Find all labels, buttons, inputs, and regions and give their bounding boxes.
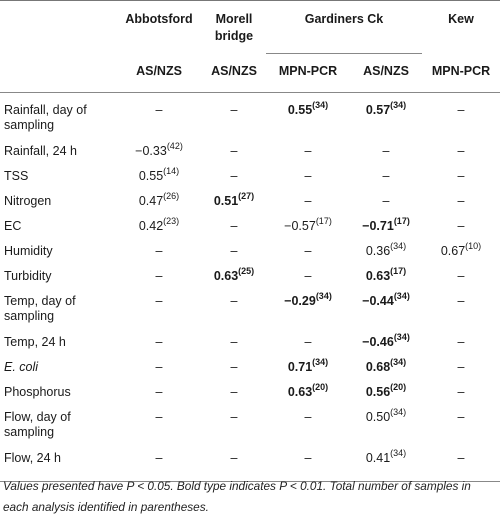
cell-value: – xyxy=(457,335,465,349)
cell-value: – xyxy=(230,360,238,374)
row-label: Temp, 24 h xyxy=(4,335,66,349)
table-cell xyxy=(116,241,202,266)
sample-count: (17) xyxy=(393,215,410,226)
cell-value: – xyxy=(155,335,163,349)
table-cell xyxy=(116,141,202,166)
table-cell xyxy=(350,382,422,407)
sample-count: (34) xyxy=(390,99,407,110)
cell-value: – xyxy=(304,451,312,465)
table-cell xyxy=(350,241,422,266)
row-label: Nitrogen xyxy=(4,194,52,208)
row-label: Phosphorus xyxy=(4,385,71,399)
cell-value: 0.63 xyxy=(287,385,313,399)
cell-value: – xyxy=(457,410,465,424)
table-cell xyxy=(202,216,266,241)
cell-value: – xyxy=(155,385,163,399)
cell-value: – xyxy=(457,144,465,158)
row-label: EC xyxy=(4,219,22,233)
table-cell xyxy=(202,191,266,216)
cell-value: – xyxy=(155,244,163,258)
row-label: Rainfall, 24 h xyxy=(4,144,77,158)
table-cell xyxy=(266,291,350,332)
cell-value: – xyxy=(304,335,312,349)
table-cell xyxy=(266,266,350,291)
table-cell xyxy=(266,332,350,357)
table-header xyxy=(0,1,500,93)
table-cell xyxy=(422,332,500,357)
table-cell xyxy=(350,93,422,142)
table-cell xyxy=(116,93,202,142)
header-site-abbotsford: Abbotsford xyxy=(116,1,202,54)
cell-value: – xyxy=(155,360,163,374)
cell-value: – xyxy=(155,294,163,308)
table-cell xyxy=(422,141,500,166)
table-body xyxy=(0,93,500,482)
table-row xyxy=(0,266,500,291)
row-label: E. coli xyxy=(4,360,39,374)
row-label: TSS xyxy=(4,169,29,183)
table-cell xyxy=(350,216,422,241)
table-cell xyxy=(116,357,202,382)
cell-value: – xyxy=(230,294,238,308)
table-cell xyxy=(202,141,266,166)
header-method: AS/NZS xyxy=(116,54,202,93)
row-label: Rainfall, day of sampling xyxy=(4,103,87,132)
table-cell xyxy=(202,291,266,332)
sample-count: (34) xyxy=(312,99,329,110)
sample-count: (23) xyxy=(163,215,180,226)
table-cell xyxy=(422,357,500,382)
cell-value: – xyxy=(155,269,163,283)
cell-value: – xyxy=(457,169,465,183)
sample-count: (20) xyxy=(390,381,407,392)
table-cell xyxy=(266,241,350,266)
table-cell xyxy=(116,166,202,191)
cell-value: 0.63 xyxy=(213,269,239,283)
sample-count: (34) xyxy=(390,240,407,251)
cell-value: −0.57 xyxy=(284,219,316,233)
table-cell xyxy=(116,191,202,216)
sample-count: (42) xyxy=(166,140,183,151)
table-row xyxy=(0,166,500,191)
table-cell xyxy=(116,407,202,448)
table-row xyxy=(0,93,500,142)
cell-value: – xyxy=(155,410,163,424)
cell-value: – xyxy=(457,103,465,117)
cell-value: – xyxy=(382,169,390,183)
table-cell xyxy=(202,166,266,191)
cell-value: – xyxy=(230,144,238,158)
table-row xyxy=(0,291,500,332)
table-cell xyxy=(350,332,422,357)
cell-value: – xyxy=(304,244,312,258)
header-method: AS/NZS xyxy=(202,54,266,93)
table-footnote: Values presented have P < 0.05. Bold type indicates P < 0.01. Total number of samples in each analysis identified in parentheses. xyxy=(3,479,471,514)
row-label: Flow, 24 h xyxy=(0,448,116,482)
cell-value: 0.63 xyxy=(365,269,391,283)
cell-value: −0.46 xyxy=(362,335,394,349)
table-cell xyxy=(202,382,266,407)
header-site-gardiners xyxy=(266,1,422,54)
table-cell xyxy=(202,332,266,357)
cell-value: 0.36 xyxy=(365,244,391,258)
header-method: AS/NZS xyxy=(350,54,422,93)
table-row xyxy=(0,141,500,166)
table-cell xyxy=(350,291,422,332)
table-cell xyxy=(422,266,500,291)
cell-value: – xyxy=(457,294,465,308)
table-cell xyxy=(266,357,350,382)
cell-value: 0.41 xyxy=(365,451,391,465)
header-site-gardiners-text: Gardiners Ck xyxy=(304,12,384,26)
cell-value: – xyxy=(304,194,312,208)
table-cell xyxy=(202,266,266,291)
header-method: MPN-PCR xyxy=(422,54,500,93)
cell-value: 0.55 xyxy=(287,103,313,117)
sample-count: (34) xyxy=(393,331,410,342)
cell-value: – xyxy=(230,169,238,183)
table-cell xyxy=(350,266,422,291)
cell-value: −0.44 xyxy=(362,294,394,308)
sample-count: (34) xyxy=(315,290,332,301)
table-cell xyxy=(202,93,266,142)
table-cell xyxy=(350,357,422,382)
cell-value: – xyxy=(230,410,238,424)
row-label: Humidity xyxy=(4,244,53,258)
table-row xyxy=(0,241,500,266)
cell-value: 0.50 xyxy=(365,410,391,424)
cell-value: – xyxy=(457,360,465,374)
sample-count: (17) xyxy=(315,215,332,226)
table-row xyxy=(0,191,500,216)
cell-value: – xyxy=(230,219,238,233)
cell-value: 0.42 xyxy=(138,219,164,233)
cell-value: – xyxy=(457,269,465,283)
sample-count: (34) xyxy=(312,356,329,367)
row-label: Temp, day of sampling xyxy=(4,294,76,323)
cell-value: – xyxy=(230,244,238,258)
table-cell xyxy=(266,191,350,216)
cell-value: – xyxy=(230,103,238,117)
table-cell xyxy=(422,241,500,266)
table-cell xyxy=(266,166,350,191)
sample-count: (34) xyxy=(393,290,410,301)
cell-value: 0.47 xyxy=(138,194,164,208)
cell-value: – xyxy=(230,335,238,349)
sample-count: (34) xyxy=(390,356,407,367)
row-label: Turbidity xyxy=(4,269,52,283)
cell-value: 0.51 xyxy=(213,194,239,208)
cell-value: – xyxy=(304,410,312,424)
table-row xyxy=(0,357,500,382)
sample-count: (14) xyxy=(163,165,180,176)
cell-value: 0.56 xyxy=(365,385,391,399)
sample-count: (25) xyxy=(238,265,255,276)
table-cell xyxy=(350,166,422,191)
header-site-morell-text: Morell bridge xyxy=(214,12,254,43)
cell-value: – xyxy=(155,451,163,465)
cell-value: – xyxy=(457,219,465,233)
cell-value: – xyxy=(304,169,312,183)
table-cell xyxy=(422,93,500,142)
cell-value: 0.67 xyxy=(440,244,466,258)
sample-count: (27) xyxy=(238,190,255,201)
table-cell xyxy=(422,166,500,191)
cell-value: – xyxy=(457,385,465,399)
table-cell xyxy=(266,382,350,407)
cell-value: −0.71 xyxy=(362,219,394,233)
header-site-kew: Kew xyxy=(422,1,500,54)
sample-count: (20) xyxy=(312,381,329,392)
cell-value: 0.71 xyxy=(287,360,313,374)
cell-value: – xyxy=(230,385,238,399)
sample-count: (10) xyxy=(465,240,482,251)
table-cell xyxy=(266,141,350,166)
cell-value: 0.55 xyxy=(138,169,164,183)
table-row xyxy=(0,216,500,241)
cell-value: – xyxy=(304,269,312,283)
table-cell xyxy=(350,141,422,166)
cell-value: 0.57 xyxy=(365,103,391,117)
table-row xyxy=(0,407,500,448)
table-cell xyxy=(422,191,500,216)
table-row xyxy=(0,332,500,357)
table-cell xyxy=(116,291,202,332)
header-site-morell xyxy=(202,1,266,54)
cell-value: – xyxy=(382,194,390,208)
cell-value: – xyxy=(230,451,238,465)
table-cell xyxy=(116,332,202,357)
table-cell xyxy=(266,93,350,142)
table-cell xyxy=(350,191,422,216)
table-cell xyxy=(116,266,202,291)
cell-value: – xyxy=(457,451,465,465)
table-cell xyxy=(266,216,350,241)
table-cell xyxy=(422,291,500,332)
table-cell xyxy=(116,216,202,241)
header-method: MPN-PCR xyxy=(266,54,350,93)
table-cell xyxy=(116,382,202,407)
cell-value: – xyxy=(457,194,465,208)
cell-value: −0.33 xyxy=(135,144,167,158)
cell-value: – xyxy=(304,144,312,158)
header-blank xyxy=(0,1,116,93)
table-cell xyxy=(202,241,266,266)
table-cell xyxy=(350,407,422,448)
cell-value: – xyxy=(155,103,163,117)
cell-value: 0.68 xyxy=(365,360,391,374)
cell-value: – xyxy=(382,144,390,158)
sample-count: (17) xyxy=(390,265,407,276)
sample-count: (34) xyxy=(390,447,407,458)
row-label: Flow, day of sampling xyxy=(4,410,71,439)
cell-value: −0.29 xyxy=(284,294,316,308)
table-cell xyxy=(422,216,500,241)
table-cell xyxy=(422,407,500,448)
table-cell xyxy=(266,407,350,448)
sample-count: (26) xyxy=(163,190,180,201)
table-row xyxy=(0,382,500,407)
table-cell xyxy=(202,407,266,448)
table-cell xyxy=(202,357,266,382)
table-cell xyxy=(422,382,500,407)
sample-count: (34) xyxy=(390,406,407,417)
